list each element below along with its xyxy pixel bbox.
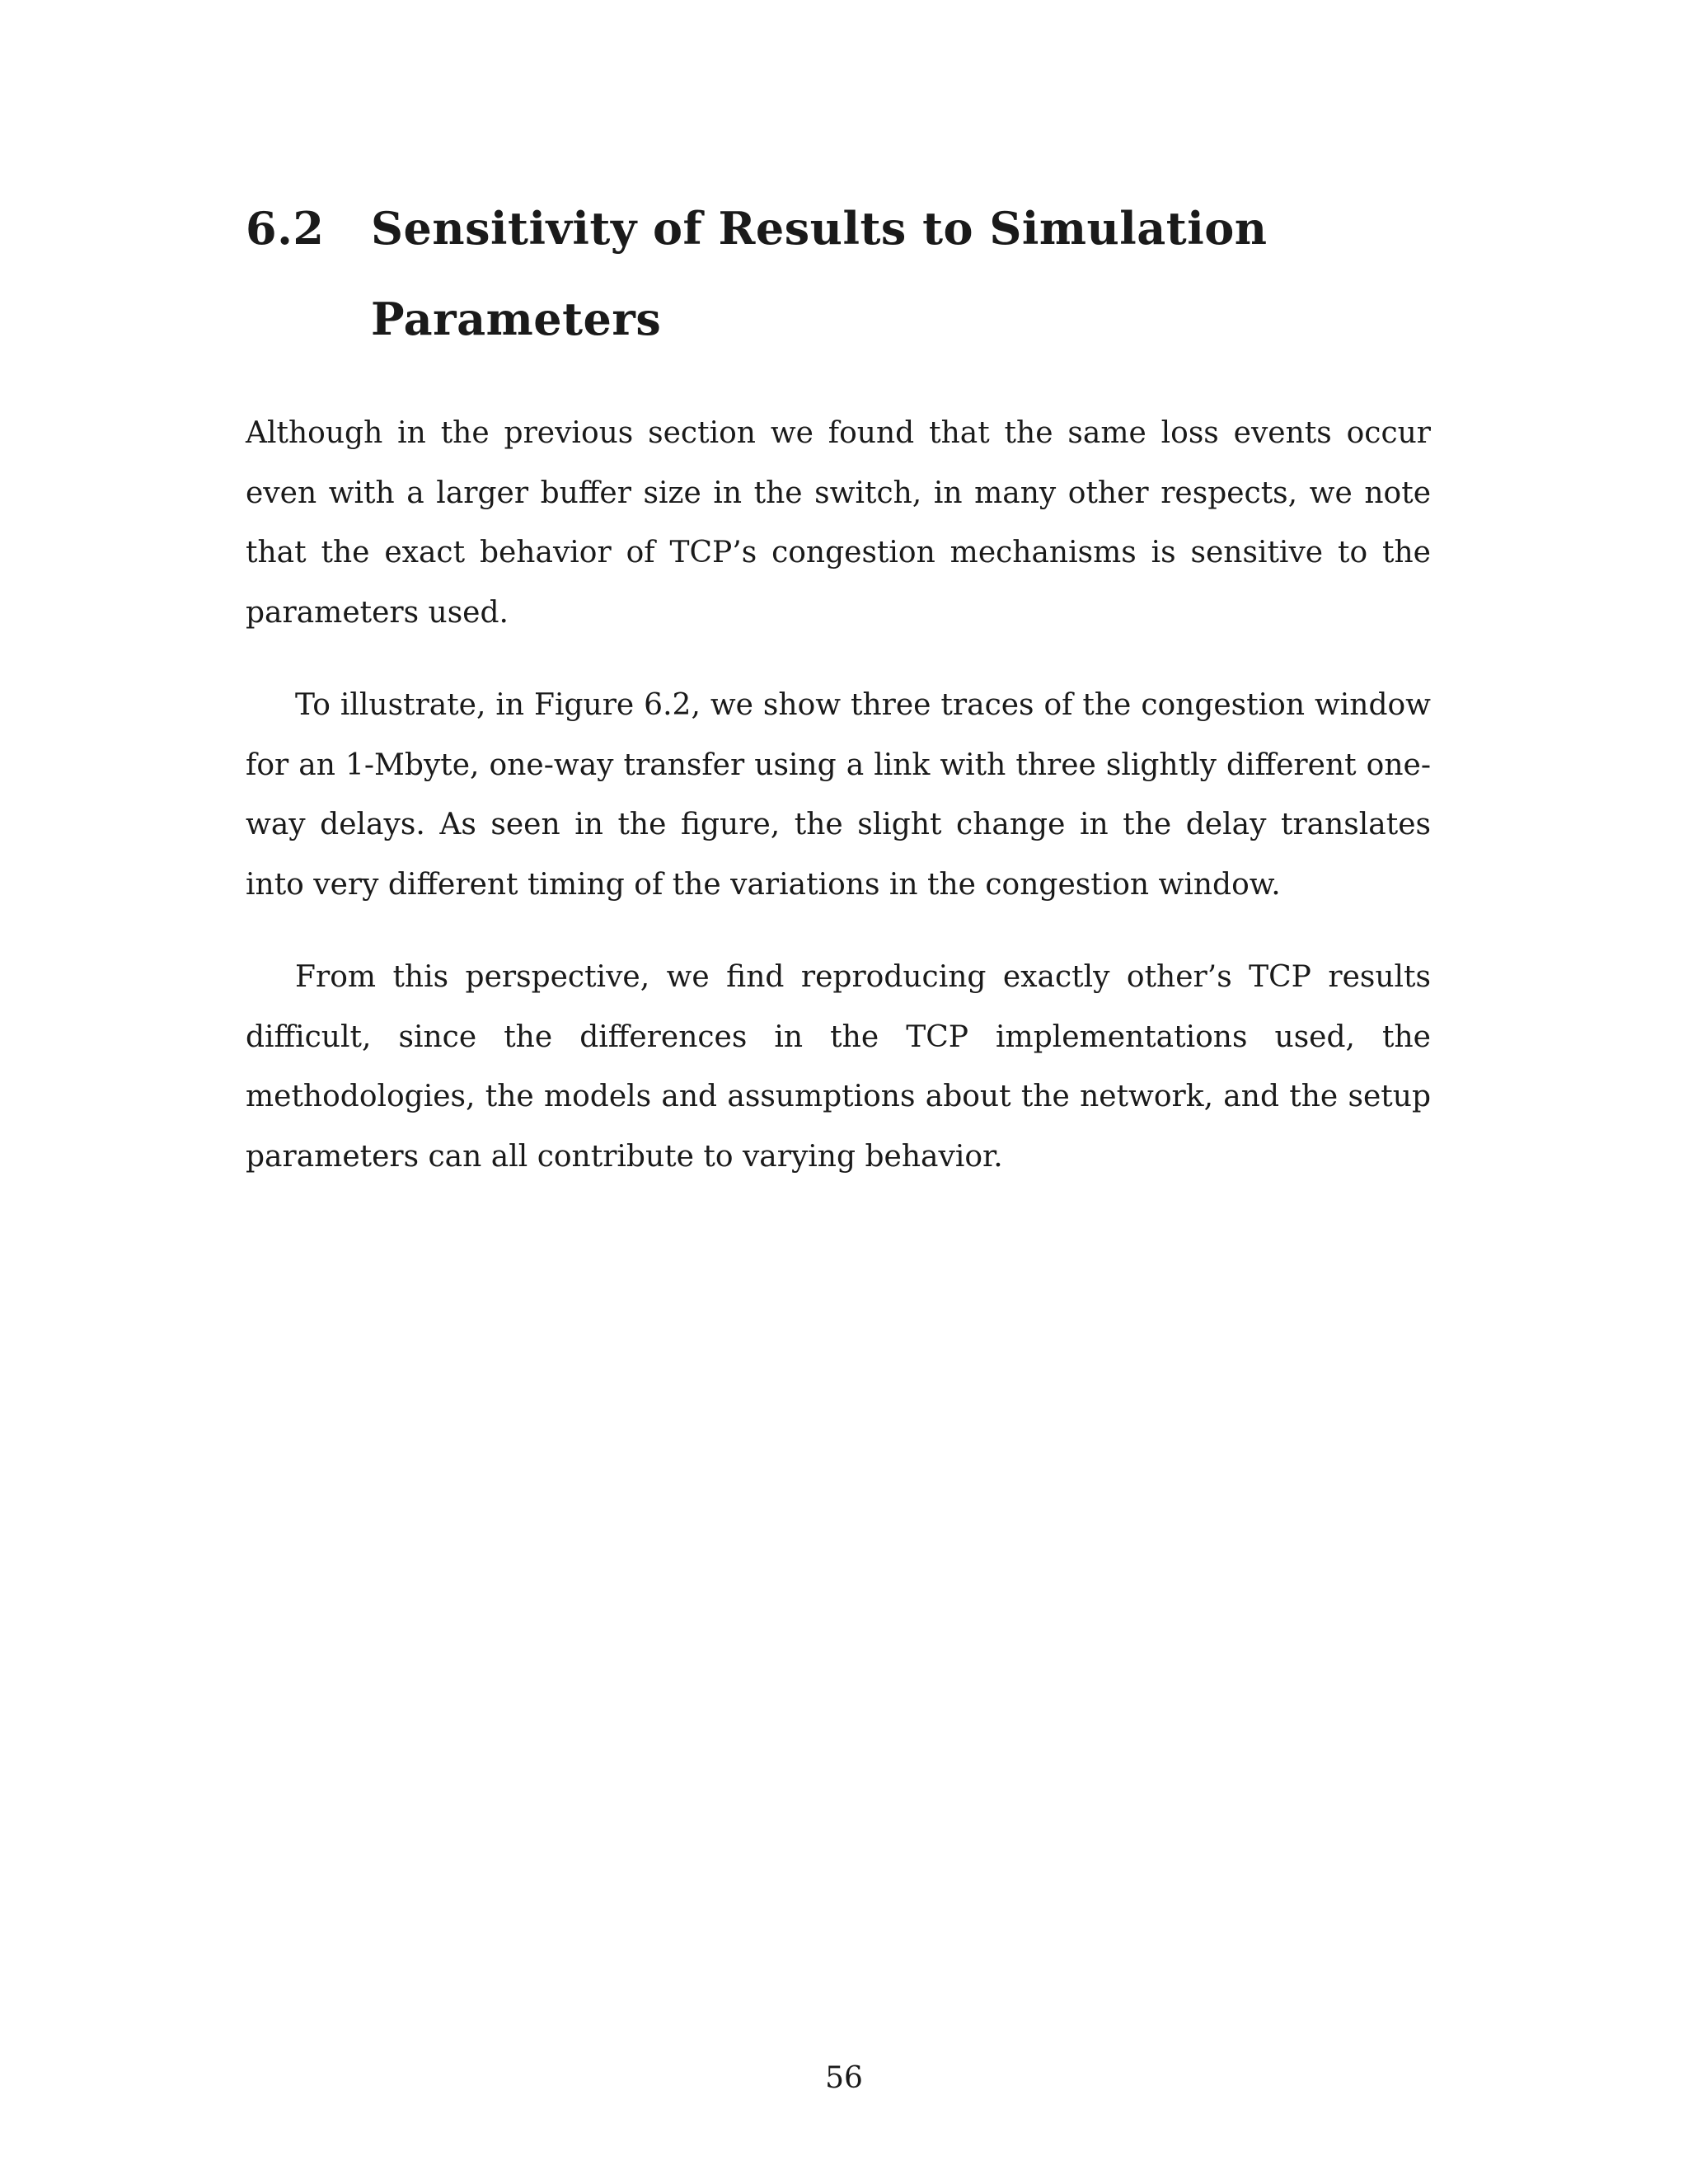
page-number: 56 [825, 2061, 863, 2095]
section-title: Sensitivity of Results to Simulation Parameters [371, 202, 1268, 345]
body-text [246, 404, 1431, 1220]
paragraph-3: From this perspective, we find reproducing exactly other’s TCP results difficult, since the differences in the TCP implementations used, the methodologies, the models and assumptions about the network, and the setup parameters can all contribute to varying behavior. [246, 960, 1431, 1174]
paragraph-1: Although in the previous section we found that the same loss events occur even with a larger buffer size in the switch, in many other respects, we note that the exact behavior of TCP’s congestion mechanisms is sensitive to the parameters used. [246, 416, 1431, 630]
section-number: 6.2 [246, 202, 325, 255]
paragraph-2: To illustrate, in Figure 6.2, we show three traces of the congestion window for an 1-Mbyte, one-way transfer using a link with three slightly different one-way delays. As seen in the figure, the slight change in the delay translates into very different timing of the variations in the congestion window. [246, 688, 1431, 902]
section-heading [246, 183, 1449, 364]
